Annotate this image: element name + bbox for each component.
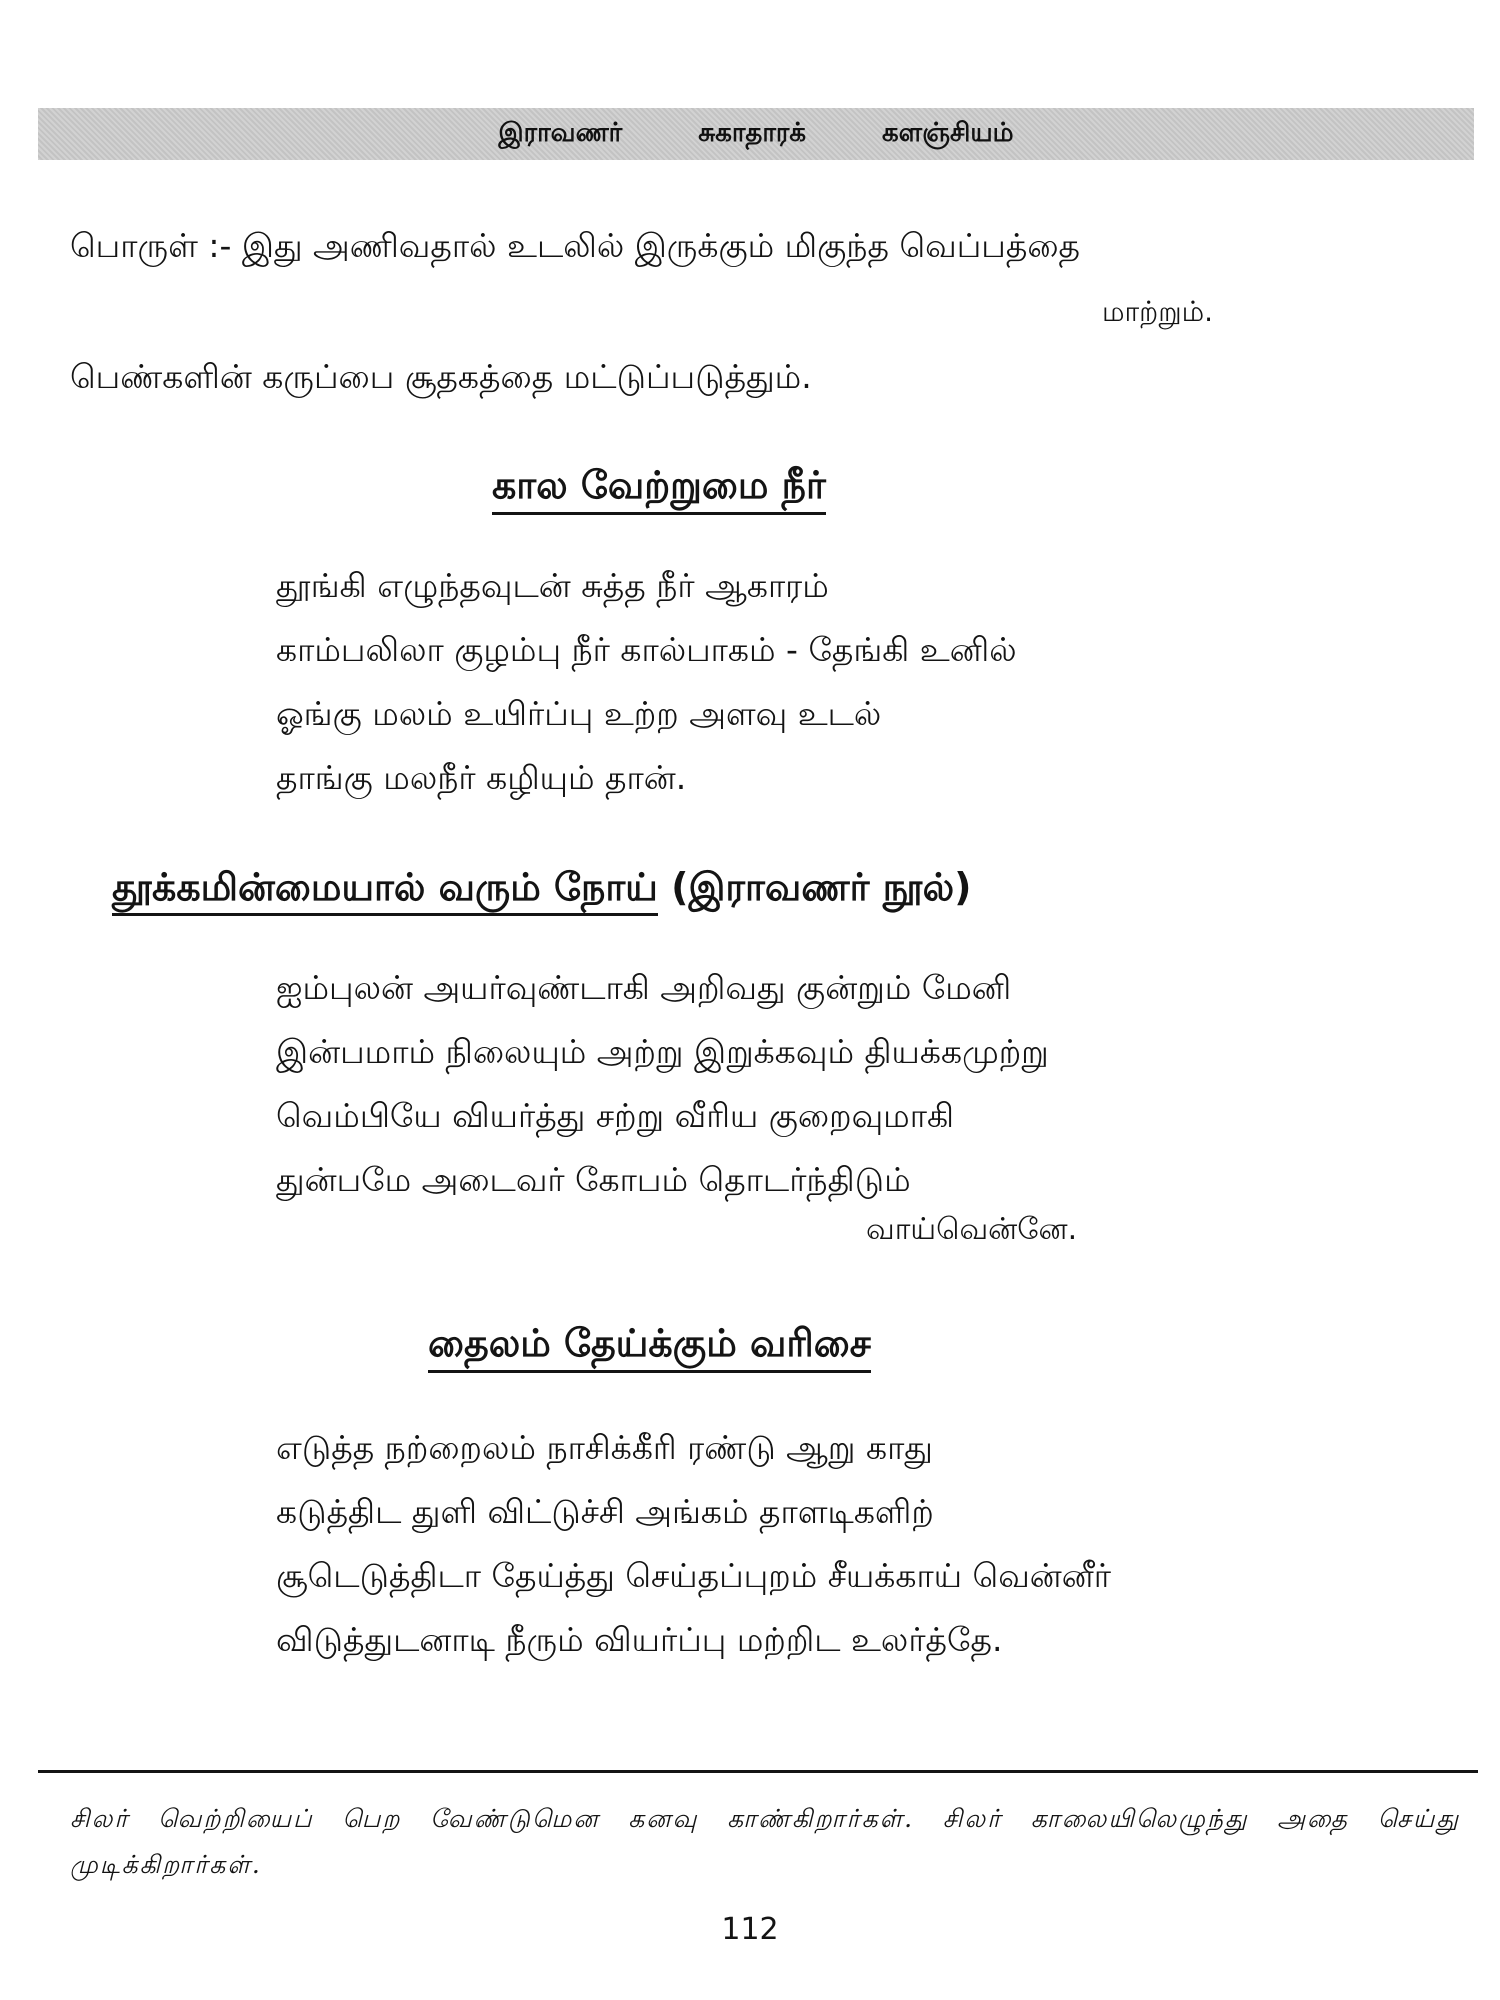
header-title-word: சுகாதாரக் bbox=[698, 117, 806, 148]
header-title bbox=[38, 108, 1474, 160]
verse-line: கடுத்திட துளி விட்டுச்சி அங்கம் தாளடிகளிற் bbox=[276, 1492, 934, 1531]
header-title-word: இராவணர் bbox=[498, 117, 623, 148]
verse-line: தூங்கி எழுந்தவுடன் சுத்த நீர் ஆகாரம் bbox=[276, 566, 829, 605]
section-heading bbox=[112, 864, 972, 914]
verse-block bbox=[276, 1416, 1111, 1672]
header-title-word: களஞ்சியம் bbox=[882, 117, 1014, 148]
verse-line: ஓங்கு மலம் உயிர்ப்பு உற்ற அளவு உடல் bbox=[276, 694, 882, 733]
footer-divider bbox=[38, 1770, 1478, 1773]
verse-block bbox=[276, 554, 1017, 810]
verse-line: காம்பலிலா குழம்பு நீர் கால்பாகம் - தேங்கி உனில் bbox=[276, 630, 1017, 669]
verse-line: இன்பமாம் நிலையும் அற்று இறுக்கவும் தியக்கமுற்று bbox=[276, 1032, 1049, 1071]
verse-line-continuation: வாய்வென்னே. bbox=[866, 1212, 1078, 1247]
page-number: 112 bbox=[721, 1912, 779, 1947]
footer-quote: சிலர் வெற்றியைப் பெற வேண்டுமென கனவு காண்கிறார்கள். சிலர் காலையிலெழுந்து அதை செய்து முடிக்கிறார்கள். bbox=[70, 1804, 1460, 1879]
verse-line: துன்பமே அடைவர் கோபம் தொடர்ந்திடும் bbox=[276, 1160, 911, 1199]
section-heading-source: (இராவணர் நூல்) bbox=[671, 865, 972, 909]
intro-line: பெண்களின் கருப்பை சூதகத்தை மட்டுப்படுத்தும். bbox=[70, 357, 812, 396]
verse-block bbox=[276, 956, 1049, 1212]
section-heading-main: தூக்கமின்மையால் வரும் நோய் bbox=[112, 865, 658, 916]
verse-line: சூடெடுத்திடா தேய்த்து செய்தப்புறம் சீயக்காய் வென்னீர் bbox=[276, 1556, 1112, 1595]
intro-line: பொருள் :- இது அணிவதால் உடலில் இருக்கும் மிகுந்த வெப்பத்தை bbox=[70, 226, 1081, 265]
intro-line-continuation: மாற்றும். bbox=[1102, 295, 1214, 328]
verse-line: ஐம்புலன் அயர்வுண்டாகி அறிவது குன்றும் மேனி bbox=[276, 968, 1012, 1007]
section-heading: தைலம் தேய்க்கும் வரிசை bbox=[428, 1320, 871, 1373]
running-header bbox=[38, 108, 1474, 160]
verse-line: விடுத்துடனாடி நீரும் வியர்ப்பு மற்றிட உலர்த்தே. bbox=[276, 1620, 1003, 1659]
verse-line: தாங்கு மலநீர் கழியும் தான். bbox=[276, 758, 687, 797]
section-heading: கால வேற்றுமை நீர் bbox=[492, 462, 826, 515]
verse-line: எடுத்த நற்றைலம் நாசிக்கீரி ரண்டு ஆறு காது bbox=[276, 1428, 933, 1467]
verse-line: வெம்பியே வியர்த்து சற்று வீரிய குறைவுமாகி bbox=[276, 1096, 954, 1135]
